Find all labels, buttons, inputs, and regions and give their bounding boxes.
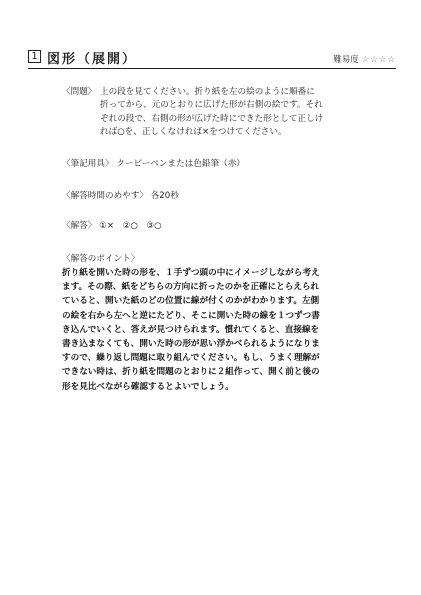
answer-row bbox=[62, 220, 162, 233]
points-line: すので、繰り返し問題に取り組んでください。もし、うまく理解が bbox=[62, 353, 320, 364]
tools-label: 〈筆記用具〉 bbox=[62, 159, 114, 169]
question-text bbox=[100, 86, 400, 140]
points-line: き込んでいくと、答えが見つけられます。慣れてくると、直接線を bbox=[62, 324, 320, 335]
tools-value: クーピーペンまたは色鉛筆（赤） bbox=[116, 159, 245, 169]
points-label: 〈解答のポイント〉 bbox=[62, 254, 140, 264]
points-line: 書き込まなくても、開いた時の形が思い浮かべられるようになりま bbox=[62, 339, 320, 350]
star-icons: ☆☆☆☆ bbox=[361, 55, 396, 65]
question-line: れば○を、正しくなければ×をつけてください。 bbox=[100, 127, 287, 138]
points-line: 折り紙を開いた時の形を、１手ずつ頭の中にイメージしながら考え bbox=[62, 268, 320, 278]
time-value: 各20秒 bbox=[150, 191, 179, 201]
header-divider bbox=[28, 68, 396, 69]
page-header bbox=[28, 48, 396, 68]
section-number: 1 bbox=[28, 50, 41, 63]
difficulty-label: 難易度 bbox=[333, 55, 359, 65]
difficulty-rating bbox=[333, 53, 396, 65]
section-title: 図形（展開） bbox=[47, 52, 138, 67]
points-line: 形を見比べながら確認するとよいでしょう。 bbox=[62, 381, 234, 392]
points-line: ます。その際、紙をどちらの方向に折ったのかを正確にとらえられ bbox=[62, 282, 320, 293]
tools-row bbox=[62, 158, 245, 171]
points-line: できない時は、折り紙を問題のとおりに２組作って、開く前と後の bbox=[62, 367, 320, 378]
question-line: 折ってから、元のとおりに広げた形が右側の絵です。それ bbox=[100, 100, 323, 111]
points-line: の絵を右から左へと逆にたどり、そこに開いた時の線を１つずつ書 bbox=[62, 310, 320, 321]
time-row bbox=[62, 190, 179, 203]
question-line: ぞれの段で、右側の形が広げた時にできた形として正しけ bbox=[100, 113, 324, 124]
answer-label: 〈解答〉 bbox=[62, 221, 97, 231]
question-label: 〈問題〉 bbox=[62, 87, 97, 97]
time-label: 〈解答時間のめやす〉 bbox=[62, 191, 148, 201]
points-text bbox=[62, 266, 380, 394]
points-line: ていると、開いた紙のどの位置に線が付くのかがわかります。左側 bbox=[62, 296, 320, 307]
question-line: 上の段を見てください。折り紙を左の絵のように順番に bbox=[100, 87, 315, 97]
answer-value: ①× ②○ ③○ bbox=[99, 221, 162, 231]
